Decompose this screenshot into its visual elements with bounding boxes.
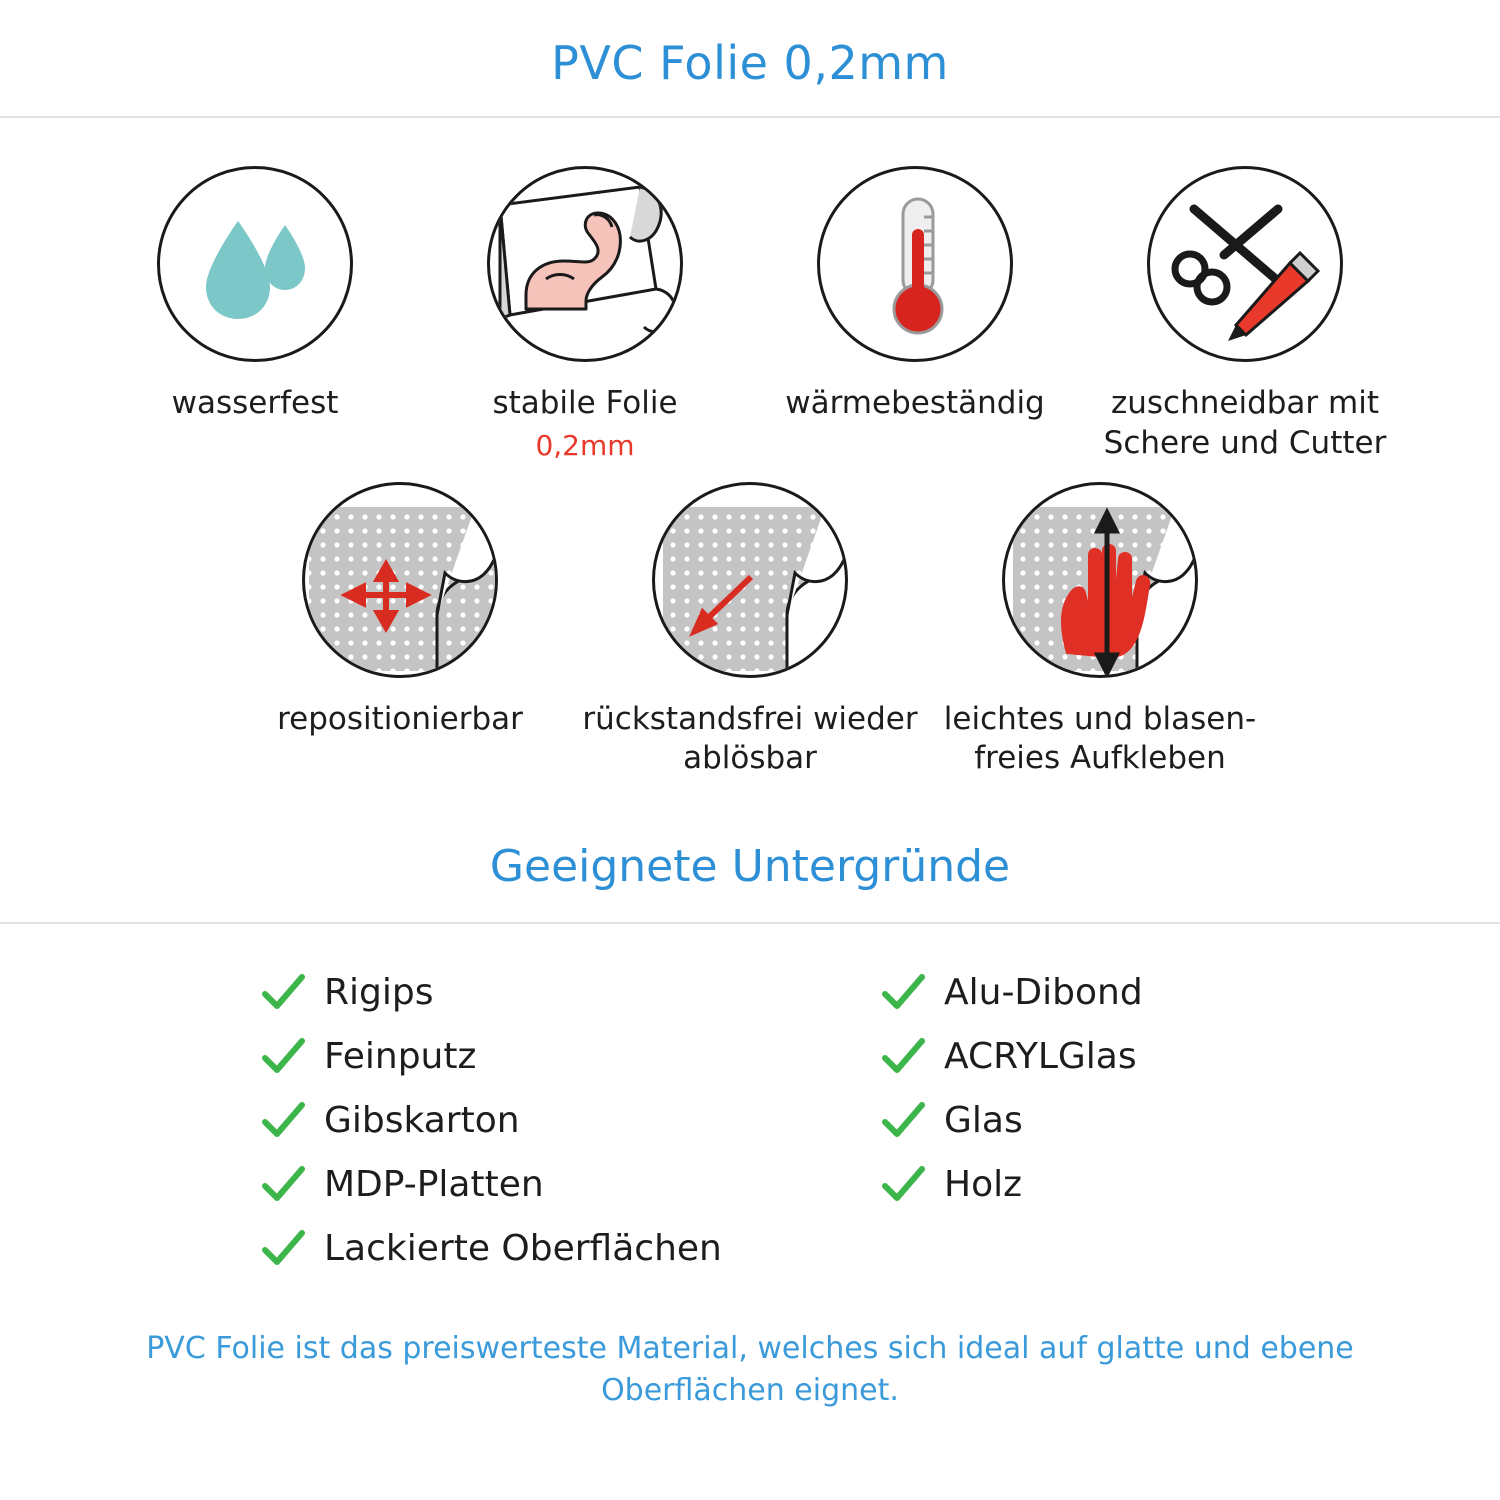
surfaces-column-left — [260, 968, 740, 1288]
hand-smoothing-icon — [1002, 482, 1198, 678]
scissors-cutter-icon — [1147, 166, 1343, 362]
reposition-arrows-icon — [302, 482, 498, 678]
feature-stabile-folie — [420, 166, 750, 464]
check-icon — [880, 1098, 926, 1144]
strong-arm-film-icon — [487, 166, 683, 362]
surface-label: Lackierte Oberflächen — [324, 1228, 722, 1270]
water-drops-icon — [157, 166, 353, 362]
feature-label — [1080, 384, 1410, 463]
feature-sublabel-text: 0,2mm — [535, 428, 635, 462]
surface-label: Feinputz — [324, 1036, 477, 1078]
list-item — [880, 1096, 1300, 1146]
surface-label: Gibskarton — [324, 1100, 520, 1142]
check-icon — [260, 1162, 306, 1208]
feature-label-text: wasserfest — [171, 385, 339, 421]
feature-label — [492, 384, 677, 464]
feature-label — [785, 384, 1045, 424]
peel-off-icon — [652, 482, 848, 678]
thermometer-icon — [817, 166, 1013, 362]
divider-top — [0, 116, 1500, 118]
feature-repositionierbar — [225, 482, 575, 740]
surface-label: Rigips — [324, 972, 434, 1014]
surface-label: ACRYLGlas — [944, 1036, 1137, 1078]
check-icon — [260, 970, 306, 1016]
feature-label — [575, 700, 925, 779]
feature-label-text: stabile Folie — [492, 385, 678, 421]
check-icon — [880, 1034, 926, 1080]
list-item — [260, 1032, 740, 1082]
feature-label-text: rückstandsfrei wieder ablösbar — [582, 700, 918, 777]
surface-label: Holz — [944, 1164, 1022, 1206]
check-icon — [880, 1162, 926, 1208]
check-icon — [260, 1034, 306, 1080]
footer-note: PVC Folie ist das preiswerteste Material, welches sich ideal auf glatte und ebene Oberflächen eignet. — [146, 1330, 1354, 1408]
feature-waermebestaendig — [750, 166, 1080, 424]
feature-wasserfest — [90, 166, 420, 424]
features-row-1 — [0, 166, 1500, 464]
list-item — [260, 1224, 740, 1274]
features-row-2 — [0, 482, 1500, 779]
list-item — [260, 1160, 740, 1210]
surface-label: Glas — [944, 1100, 1023, 1142]
surfaces-heading: Geeignete Untergründe — [489, 840, 1011, 892]
feature-label-text: repositionierbar — [277, 700, 523, 737]
list-item — [260, 968, 740, 1018]
feature-label-text: leichtes und blasen-freies Aufkleben — [943, 700, 1257, 777]
feature-label — [277, 700, 523, 740]
page-title: PVC Folie 0,2mm — [551, 36, 949, 90]
list-item — [880, 1032, 1300, 1082]
feature-label — [925, 700, 1275, 779]
surface-label: MDP-Platten — [324, 1164, 544, 1206]
feature-rueckstandsfrei — [575, 482, 925, 779]
feature-zuschneidbar — [1080, 166, 1410, 463]
feature-label-text: wärmebeständig — [785, 385, 1045, 421]
surfaces-column-right — [880, 968, 1300, 1288]
list-item — [260, 1096, 740, 1146]
list-item — [880, 1160, 1300, 1210]
feature-label-text: zuschneidbar mit Schere und Cutter — [1103, 385, 1387, 461]
surfaces-list — [0, 968, 1500, 1288]
feature-label — [172, 384, 339, 424]
check-icon — [880, 970, 926, 1016]
divider-middle — [0, 922, 1500, 924]
check-icon — [260, 1098, 306, 1144]
check-icon — [260, 1226, 306, 1272]
surface-label: Alu-Dibond — [944, 972, 1143, 1014]
list-item — [880, 968, 1300, 1018]
feature-aufkleben — [925, 482, 1275, 779]
